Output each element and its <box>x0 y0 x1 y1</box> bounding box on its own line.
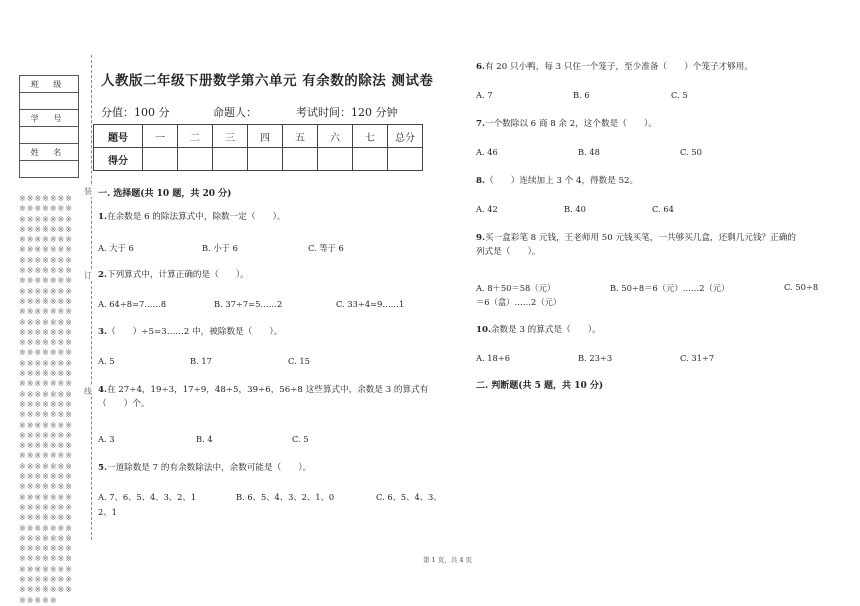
question-number: 5. <box>98 463 107 473</box>
student-info-table <box>19 75 79 178</box>
option-c[interactable]: C. 5 <box>292 434 309 444</box>
score-cell[interactable] <box>213 148 248 171</box>
option-c[interactable]: C. 64 <box>652 204 674 214</box>
option-b[interactable]: B. 小于 6 <box>202 243 238 253</box>
option-a[interactable]: A. 3 <box>98 434 115 444</box>
question-2 <box>98 268 249 282</box>
info-class-label: 班 级 <box>20 76 79 93</box>
binding-char-xian: 线 <box>84 387 92 396</box>
option-c[interactable]: C. 33÷4=9……1 <box>336 299 405 309</box>
question-number: 7. <box>476 119 485 129</box>
score-header-cell: 总分 <box>388 125 423 148</box>
question-number: 6. <box>476 62 485 72</box>
question-text: （ ）连续加上 3 个 4，得数是 52。 <box>484 176 639 186</box>
option-b[interactable]: B. 40 <box>564 204 586 214</box>
question-6 <box>476 60 753 74</box>
info-name-field[interactable] <box>20 161 79 178</box>
option-b[interactable]: B. 6、5、4、3、2、1、0 <box>236 492 335 502</box>
meta-score: 分值：100 分 <box>101 106 170 119</box>
score-cell[interactable] <box>318 148 353 171</box>
question-7 <box>476 117 657 131</box>
option-c[interactable]: C. 6、5、4、3、 <box>376 492 442 502</box>
question-text: 一个数除以 6 商 8 余 2，这个数是（ ）。 <box>484 119 657 129</box>
score-header-cell: 五 <box>283 125 318 148</box>
score-cell[interactable] <box>248 148 283 171</box>
score-header-cell: 一 <box>143 125 178 148</box>
question-number: 9. <box>476 233 485 243</box>
page-footer: 第 1 页，共 4 页 <box>423 556 473 564</box>
question-1 <box>98 210 286 224</box>
score-cell[interactable] <box>388 148 423 171</box>
question-3 <box>98 325 282 339</box>
question-4 <box>98 383 443 411</box>
question-text: 下列算式中，计算正确的是（ ）。 <box>106 270 249 280</box>
section-heading-judgement: 二. 判断题(共 5 题，共 10 分) <box>476 381 604 391</box>
option-a[interactable]: A. 7 <box>476 90 493 100</box>
score-cell[interactable] <box>178 148 213 171</box>
score-header-cell: 七 <box>353 125 388 148</box>
option-c[interactable]: C. 50÷8 <box>784 282 819 292</box>
question-number: 3. <box>98 327 107 337</box>
question-text-continued: 列式是（ ）。 <box>476 247 541 257</box>
question-number: 4. <box>98 385 107 395</box>
meta-author: 命题人： <box>213 106 257 119</box>
option-a[interactable]: A. 7、6、5、4、3、2、1 <box>98 492 196 502</box>
option-b[interactable]: B. 50÷8＝6（元）……2（元） <box>610 283 730 293</box>
section-heading-choice: 一. 选择题(共 10 题，共 20 分) <box>98 189 232 199</box>
option-a[interactable]: A. 64÷8=7……8 <box>98 299 167 309</box>
question-text: （ ）÷5=3……2 中，被除数是（ ）。 <box>106 327 283 337</box>
binding-char-zhuang: 装 <box>84 187 92 196</box>
score-cell[interactable] <box>143 148 178 171</box>
score-header-cell: 二 <box>178 125 213 148</box>
question-number: 10. <box>476 325 491 335</box>
score-header-cell: 六 <box>318 125 353 148</box>
info-id-label: 学 号 <box>20 110 79 127</box>
decorative-pattern: ※※※※※※※※※※※※※※※※※※※※※※※※※※※※※※※※※※※※※※※※※※※※※※※※※※※※※※※※※※※※※※※※※※※※※※※※※※※※※※※※※※※※※※※※※※※※※※※※※※※※※※※※※※※※※※※※※※※※※※※※※※※※※※※※※※※※※※※※※※※※※※※※※※※※※※※※※※※※※※※※※※※※※※※※※※※※※※※※※※※※※※※※※※※※※※※※※※※※※※※※※※※※※※※※※※※※※※※※※※※※※※※※※※※※※※※※※※※※※※※※※※※※※※※※※※※※※※※※※※※※※※※※※※※※※※※※※※※※※※ <box>19 194 73 605</box>
option-a[interactable]: A. 46 <box>476 147 498 157</box>
binding-char-ding: 订 <box>84 271 92 280</box>
question-number: 2. <box>98 270 107 280</box>
question-text: 余数是 3 的算式是（ ）。 <box>490 325 601 335</box>
option-a[interactable]: A. 大于 6 <box>98 243 134 253</box>
option-c-continued: ＝6（盒）……2（元） <box>476 297 562 307</box>
question-text: 买一盒彩笔 8 元钱，王老师用 50 元钱买笔，一共够买几盒，还剩几元钱？正确的 <box>484 233 796 243</box>
question-text: 在 27÷4，19÷3，17÷9，48÷5，39÷6，56÷8 这些算式中，余数是 3 的算式有 <box>106 385 429 395</box>
score-cell[interactable] <box>353 148 388 171</box>
option-b[interactable]: B. 48 <box>578 147 600 157</box>
option-c[interactable]: C. 等于 6 <box>308 243 344 253</box>
score-header-cell: 题号 <box>94 125 143 148</box>
info-id-field[interactable] <box>20 127 79 144</box>
option-b[interactable]: B. 4 <box>196 434 213 444</box>
option-b[interactable]: B. 23÷3 <box>578 353 613 363</box>
question-text: 一道除数是 7 的有余数除法中，余数可能是（ ）。 <box>106 463 312 473</box>
binding-line <box>91 55 92 540</box>
info-class-field[interactable] <box>20 93 79 110</box>
question-number: 8. <box>476 176 485 186</box>
option-c[interactable]: C. 15 <box>288 356 310 366</box>
option-c-continued: 2、1 <box>98 507 117 517</box>
option-a[interactable]: A. 42 <box>476 204 498 214</box>
page-title: 人教版二年级下册数学第六单元 有余数的除法 测试卷 <box>101 73 434 89</box>
option-c[interactable]: C. 31÷7 <box>680 353 715 363</box>
question-number: 1. <box>98 212 107 222</box>
option-b[interactable]: B. 6 <box>573 90 590 100</box>
question-10 <box>476 323 601 337</box>
option-c[interactable]: C. 50 <box>680 147 702 157</box>
question-text: 有 20 只小鸭，每 3 只住一个笼子，至少准备（ ）个笼子才够用。 <box>484 62 753 72</box>
question-text: 在余数是 6 的除法算式中，除数一定（ ）。 <box>106 212 286 222</box>
score-header-cell: 四 <box>248 125 283 148</box>
score-cell[interactable] <box>283 148 318 171</box>
option-a[interactable]: A. 8＋50＝58（元） <box>476 283 556 293</box>
question-5 <box>98 461 311 475</box>
score-header-cell: 三 <box>213 125 248 148</box>
option-c[interactable]: C. 5 <box>671 90 688 100</box>
score-table <box>93 124 423 171</box>
option-a[interactable]: A. 18÷6 <box>476 353 511 363</box>
info-name-label: 姓 名 <box>20 144 79 161</box>
question-8 <box>476 174 638 188</box>
score-row-label: 得分 <box>94 148 143 171</box>
meta-time: 考试时间：120 分钟 <box>296 106 398 119</box>
option-b[interactable]: B. 17 <box>190 356 212 366</box>
option-b[interactable]: B. 37÷7=5……2 <box>214 299 283 309</box>
option-a[interactable]: A. 5 <box>98 356 115 366</box>
question-text-continued: （ ）个。 <box>98 399 150 409</box>
question-9 <box>476 231 821 259</box>
